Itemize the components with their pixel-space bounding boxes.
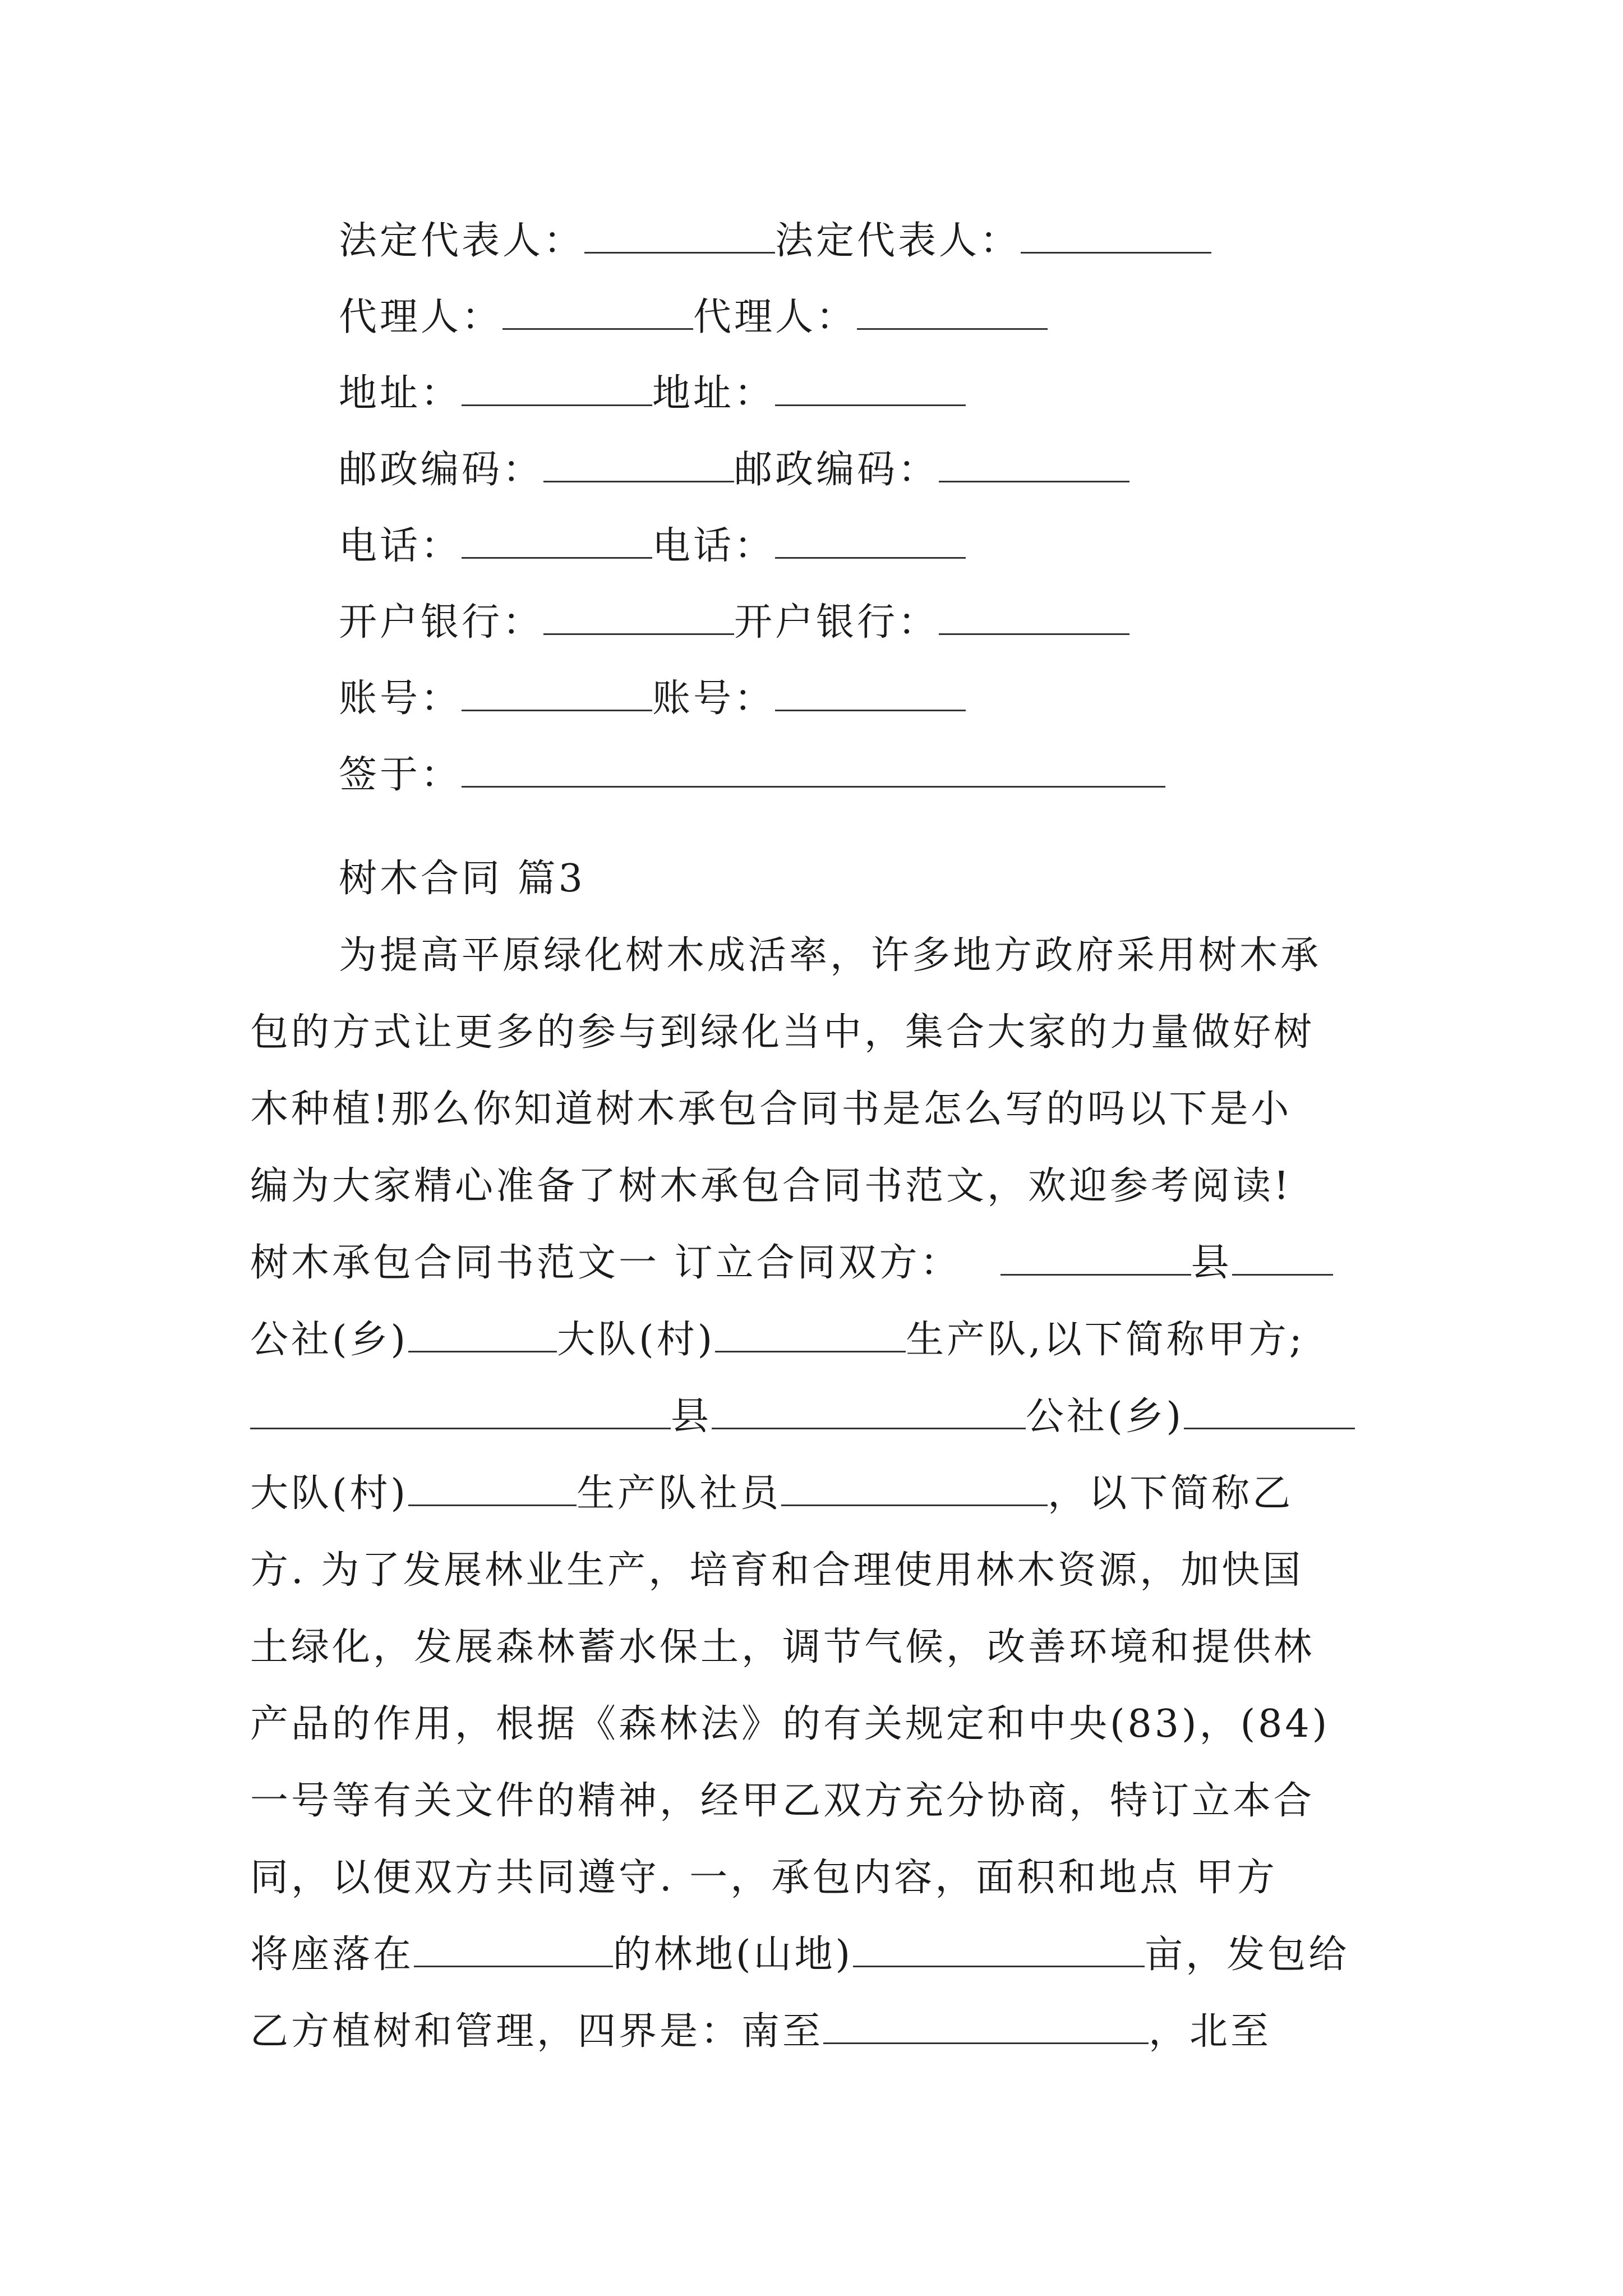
blank-line (939, 480, 1129, 482)
paragraph-line: 土绿化，发展森林蓄水保土，调节气候，改善环境和提供林 (250, 1625, 1315, 1669)
blank-line (462, 556, 652, 559)
paragraph-line: 一号等有关文件的精神，经甲乙双方充分协商，特订立本合 (250, 1779, 1315, 1823)
agent-row (339, 289, 1211, 366)
paragraph-line (250, 1463, 1377, 1540)
paragraph-line: 为提高平原绿化树木成活率，许多地方政府采用树木承 (339, 933, 1322, 978)
field-label: 邮政编码： (339, 448, 544, 492)
field-label: 开户银行： (339, 600, 544, 645)
bank-row (339, 595, 1211, 671)
text-span: 将座落在 (250, 1932, 414, 1977)
blank-line (775, 404, 966, 406)
blank-line (939, 633, 1129, 635)
blank-line (408, 1350, 557, 1352)
text-span: 大队(村) (250, 1471, 409, 1516)
paragraph-line (250, 1924, 1377, 2001)
field-label: 地址： (339, 371, 462, 416)
blank-line (584, 251, 775, 254)
text-span: 乙方植树和管理，四界是：南至 (250, 2009, 824, 2054)
blank-line (462, 785, 1165, 788)
blank-line (502, 328, 693, 330)
blank-line (1184, 1427, 1355, 1429)
paragraph-line: 产品的作用，根据《森林法》的有关规定和中央(83)，(84) (250, 1702, 1330, 1746)
blank-line (462, 404, 652, 406)
blank-line (250, 1427, 671, 1429)
field-label: 代理人： (339, 295, 503, 339)
field-label: 账号： (339, 677, 462, 721)
blank-line (715, 1350, 906, 1352)
field-label: 代理人： (693, 295, 857, 339)
field-label: 电话： (339, 524, 462, 568)
paragraph-line (250, 1309, 1377, 1386)
paragraph-line: 编为大家精心准备了树木承包合同书范文，欢迎参考阅读! (250, 1164, 1292, 1208)
text-span: 的林地(山地) (613, 1932, 854, 1977)
text-span: 生产队社员 (577, 1471, 782, 1516)
blank-line (857, 328, 1048, 330)
blank-line (543, 633, 734, 635)
legal-rep-row (339, 213, 1211, 289)
blank-line (414, 1965, 613, 1967)
signature-block (339, 213, 1211, 823)
address-row (339, 366, 1211, 442)
paragraph-line: 方. 为了发展林业生产，培育和合理使用林木资源，加快国 (250, 1548, 1304, 1593)
field-label: 签于： (339, 753, 462, 797)
blank-line (775, 556, 966, 559)
blank-line (1000, 1273, 1191, 1276)
field-label: 法定代表人： (775, 219, 1021, 263)
postal-code-row (339, 442, 1211, 518)
blank-line (543, 480, 734, 482)
text-span: 公社(乡) (250, 1318, 409, 1362)
text-span: ，以下简称乙 (1048, 1471, 1294, 1516)
text-span: ，北至 (1149, 2009, 1272, 2054)
text-span: 树木承包合同书范文一 订立合同双方： (250, 1241, 961, 1285)
section-title: 树木合同 篇3 (339, 857, 585, 901)
text-span: 亩，发包给 (1145, 1932, 1350, 1977)
text-span: 公社(乡) (1026, 1395, 1184, 1439)
blank-line (462, 709, 652, 711)
field-label: 邮政编码： (734, 448, 939, 492)
blank-line (1021, 251, 1211, 254)
signed-at-row (339, 747, 1211, 823)
field-label: 账号： (652, 677, 776, 721)
blank-line (781, 1504, 1048, 1506)
account-row (339, 671, 1211, 747)
blank-line (408, 1504, 577, 1506)
paragraph-line: 木种植!那么你知道树木承包合同书是怎么写的吗以下是小 (250, 1087, 1292, 1131)
paragraph-line (250, 2001, 1377, 2078)
blank-line (853, 1965, 1145, 1967)
blank-line (823, 2042, 1149, 2044)
text-span: 生产队,以下简称甲方; (906, 1318, 1305, 1362)
paragraph-line: 包的方式让更多的参与到绿化当中，集合大家的力量做好树 (250, 1010, 1315, 1055)
blank-line (1232, 1273, 1333, 1276)
field-label: 法定代表人： (339, 219, 585, 263)
text-span: 县 (1191, 1241, 1232, 1285)
contract-body (250, 848, 1377, 2078)
text-span: 县 (671, 1395, 712, 1439)
paragraph-line (250, 1232, 1377, 1309)
blank-line (712, 1427, 1026, 1429)
text-span: 大队(村) (557, 1318, 716, 1362)
field-label: 电话： (652, 524, 776, 568)
paragraph-line: 同，以便双方共同遵守. 一，承包内容，面积和地点 甲方 (250, 1856, 1278, 1900)
field-label: 开户银行： (734, 600, 939, 645)
blank-line (775, 709, 966, 711)
field-label: 地址： (652, 371, 776, 416)
phone-row (339, 518, 1211, 595)
paragraph-line (250, 1386, 1377, 1463)
